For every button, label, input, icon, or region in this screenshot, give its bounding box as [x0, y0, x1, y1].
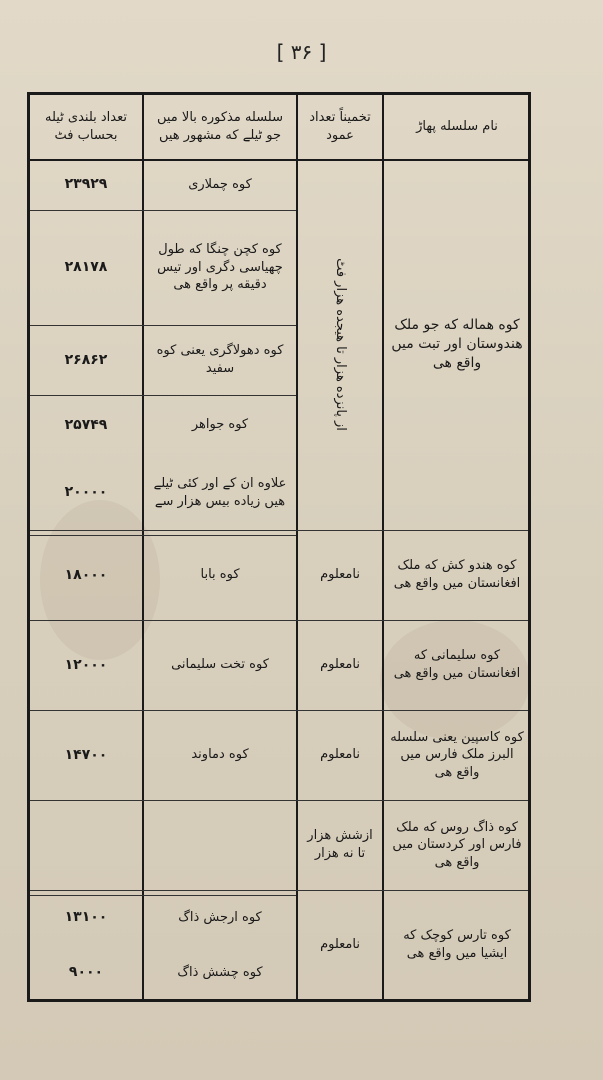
range-name: کوه تارس کوچک که ایشیا میں واقع هی	[403, 928, 511, 961]
peak-height: ۲۸۱۷۸	[64, 259, 108, 276]
peak-height: ۹۰۰۰	[68, 964, 104, 981]
peak-name: کوه دهولاگری یعنی کوه سفید	[156, 343, 284, 376]
range-name: کوه ذاگ روس که ملک فارس اور کردستان میں واقع هی	[392, 819, 522, 870]
count-cell: نامعلوم	[320, 937, 360, 953]
count-cell: نامعلوم	[320, 567, 360, 583]
count-cell	[298, 159, 382, 530]
peak-name: کوه چملاری	[188, 176, 252, 192]
range-name: کوه کاسپین یعنی سلسله البرز ملک فارس میں واقع هی	[390, 729, 524, 780]
peak-height: ۱۸۰۰۰	[64, 566, 108, 583]
range-name: کوه هندو کش که ملک افغانستان میں واقع هی	[393, 558, 521, 591]
count-cell: نامعلوم	[320, 747, 360, 763]
peak-height: ۱۳۱۰۰	[64, 909, 108, 926]
peak-height: ۱۴۷۰۰	[64, 746, 108, 763]
mountain-table	[27, 92, 531, 1002]
peak-height: ۲۰۰۰۰	[64, 484, 108, 501]
header-range: نام سلسله پهاڑ	[416, 119, 498, 135]
peak-height: ۱۲۰۰۰	[64, 656, 108, 673]
peak-name: کوه بابا	[200, 567, 240, 583]
peak-height: ۲۶۸۶۲	[64, 351, 108, 368]
peak-name: کوه جواهر	[191, 417, 249, 433]
count-cell: نامعلوم	[320, 657, 360, 673]
header-peaks-count: تخمیناً تعداد عمود	[309, 110, 371, 143]
range-name: کوه هماله که جو ملک هندوستان اور تبت میں واقع هی	[391, 317, 523, 371]
count-cell: ازشش هزار تا نه هزار	[307, 828, 373, 861]
header-height: تعداد بلندی ٹیله بحساب فٹ	[44, 110, 128, 143]
peak-height: ۲۵۷۴۹	[64, 416, 108, 433]
peak-name: کوه دماوند	[191, 747, 249, 763]
peak-name: کوه چشش ذاگ	[177, 964, 263, 980]
peak-name: کوه تخت سلیمانی	[171, 657, 269, 673]
page-number: [ ۳۶ ]	[276, 40, 327, 64]
count-text: از پانزده هزار تا هیجده هزار فٹ	[332, 258, 348, 431]
range-name: کوه سلیمانی که افغانستان میں واقع هی	[393, 648, 521, 681]
header-famous-peaks: سلسله مذکوره بالا میں جو ٹیلے که مشهور هیں	[156, 110, 284, 143]
peak-height: ۲۳۹۲۹	[64, 176, 108, 193]
peak-name: کوه کچن چنگا که طول چهیاسی دگری اور تیس دقیقه پر واقع هی	[157, 242, 283, 293]
peak-name: کوه ارجش ذاگ	[178, 909, 262, 925]
peak-name: علاوه ان کے اور کئی ٹیلے هیں زیاده بیس هزار سے	[153, 475, 287, 509]
